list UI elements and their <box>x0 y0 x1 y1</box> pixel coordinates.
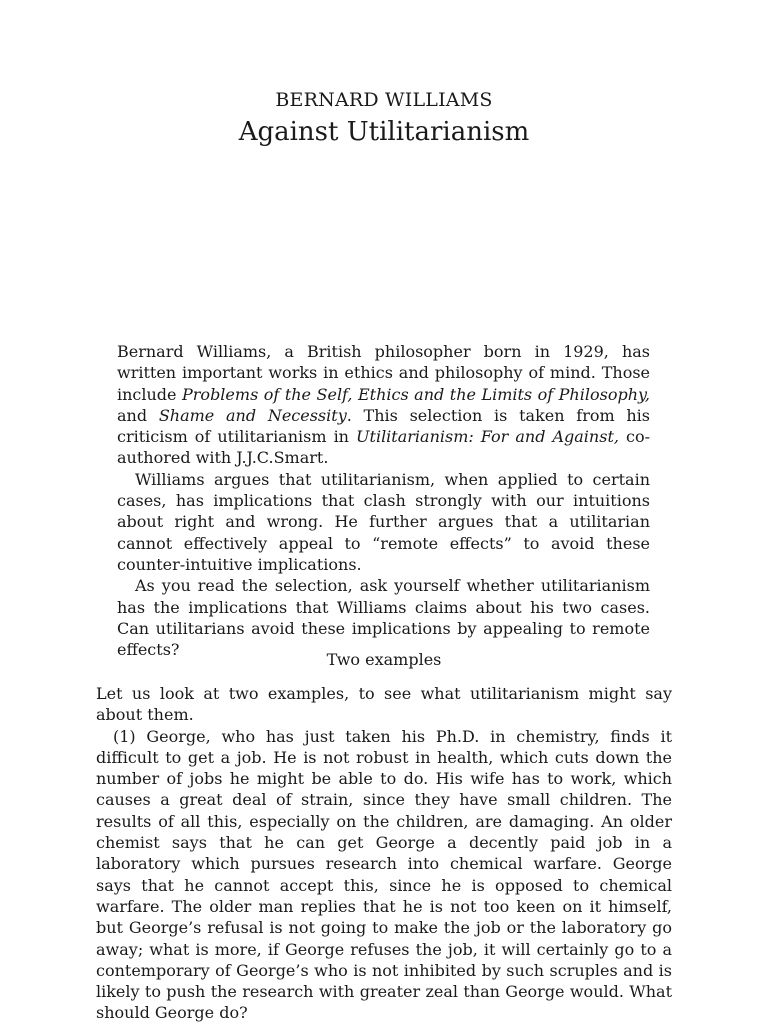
book-title-italic: Problems of the Self, Ethics and the Limits of Philosophy, <box>182 384 650 404</box>
intro-block <box>117 341 650 660</box>
intro-text: . This selection is taken from his criticism of utilitarianism in <box>117 405 651 447</box>
body-paragraph-2: (1) George, who has just taken his Ph.D. in chemistry, finds it difficult to get a job. He is not robust in health, which cuts down the number of jobs he might be able to do. His wife has to work, which causes a great deal of strain, since they have small children. The results of all this, especially on the children, are damaging. An older chemist says that he can get George a decently paid job in a laboratory which pursues research into chemical warfare. George says that he cannot accept this, since he is opposed to chemical warfare. The older man replies that he is not too keen on it himself, but George’s refusal is not going to make the job or the laboratory go away; what is more, if George refuses the job, it will certainly go to a contemporary of George’s who is not inhibited by such scruples and is likely to push the research with greater zeal than George would. What should George do? <box>96 726 672 1023</box>
intro-paragraph-2: Williams argues that utilitarianism, when applied to certain cases, has implications that clash strongly with our intuitions about right and wrong. He further argues that a utilitarian cannot effectively appeal to “remote effects” to avoid these counter-intuitive implications. <box>117 469 650 574</box>
section-heading: Two examples <box>326 650 442 669</box>
intro-text: co-authored with J.J.C.Smart. <box>117 427 651 468</box>
book-title-italic: Utilitarianism: For and Against, <box>356 427 619 447</box>
body-text-block <box>96 683 672 1024</box>
intro-paragraph-1 <box>117 341 650 469</box>
body-paragraph-1: Let us look at two examples, to see what utilitarianism might say about them. <box>96 684 672 725</box>
author-name: BERNARD WILLIAMS <box>275 89 493 111</box>
page-title: Against Utilitarianism <box>238 117 530 147</box>
intro-text: Bernard Williams, a British philosopher born in 1929, has written important works in ethics and philosophy of mind. Those include <box>117 342 650 404</box>
intro-text: and <box>117 405 159 425</box>
intro-paragraph-3: As you read the selection, ask yourself whether utilitarianism has the implications that Williams claims about his two cases. Can utilitarians avoid these implications by appealing to remote effects? <box>117 576 650 660</box>
book-title-italic: Shame and Necessity <box>158 405 347 425</box>
